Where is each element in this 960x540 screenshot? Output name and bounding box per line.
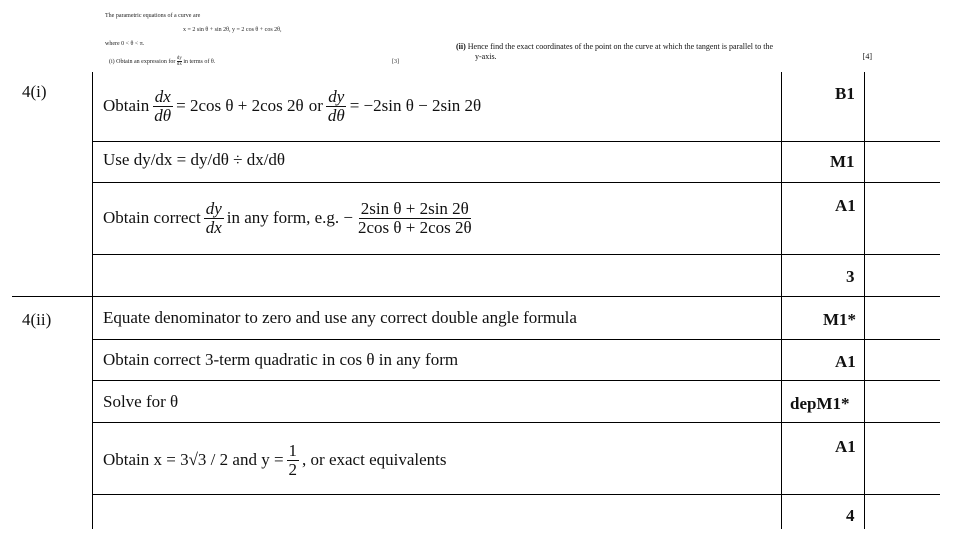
- section-divider: [12, 296, 940, 297]
- answer-text: Obtain x = 3√3 / 2 and y =: [103, 450, 284, 469]
- part-ii-text2: y-axis.: [475, 52, 497, 61]
- row-divider: [92, 182, 940, 183]
- fraction-den: dθ: [154, 105, 172, 125]
- answer-text: = −2sin θ − 2sin 2θ: [349, 96, 482, 115]
- row-divider: [92, 339, 940, 340]
- fraction-den: 2: [288, 459, 298, 479]
- mark-m1: M1: [830, 152, 855, 171]
- answer-row-4: Equate denominator to zero and use any correct double angle formula: [103, 308, 577, 327]
- dy-dtheta-fraction: [326, 88, 347, 125]
- row-divider: [92, 254, 940, 255]
- part-ii-prefix: (ii): [456, 42, 466, 51]
- answer-text: Obtain: [103, 96, 150, 115]
- part-i-text: Obtain an expression for: [116, 58, 176, 65]
- dx-dtheta-fraction: [152, 88, 173, 125]
- domain-condition: where 0 < θ < π.: [105, 41, 145, 47]
- part-i-frac-den: dx: [176, 62, 182, 67]
- answer-row-5: Obtain correct 3-term quadratic in cos θ in any form: [103, 350, 459, 369]
- part-i-marks: [3]: [392, 59, 399, 65]
- question-number-4i: 4(i): [22, 82, 47, 101]
- part-i-question: [109, 56, 215, 67]
- mark-m1-star: M1*: [823, 310, 857, 329]
- answer-row-1: Use dy/dx = dy/dθ ÷ dx/dθ: [103, 150, 286, 169]
- fraction-num: dy: [205, 198, 222, 218]
- fraction-num: dy: [328, 86, 345, 106]
- answer-text: in any form, e.g. −: [226, 208, 353, 227]
- derivative-fraction: [356, 200, 474, 237]
- row-divider: [92, 380, 940, 381]
- question-intro: The parametric equations of a curve are: [105, 13, 201, 19]
- mark-b1: B1: [835, 84, 855, 103]
- mark-a1: A1: [835, 437, 856, 456]
- total-mark-4i: 3: [846, 267, 855, 286]
- row-divider: [92, 494, 940, 495]
- part-ii-question: [456, 42, 872, 62]
- question-number-4ii: 4(ii): [22, 310, 52, 329]
- part-i-frac-num: dy: [176, 56, 182, 61]
- total-mark-4ii: 4: [846, 506, 855, 525]
- answer-text: Obtain correct: [103, 208, 201, 227]
- answer-row-2: [103, 194, 477, 242]
- part-i-fraction: [177, 56, 182, 67]
- fraction-num: 2sin θ + 2sin 2θ: [360, 198, 469, 218]
- mark-a1: A1: [835, 196, 856, 215]
- answer-row-7: [103, 436, 447, 484]
- mark-a1: A1: [835, 352, 856, 371]
- part-i-suffix: in terms of θ.: [183, 58, 216, 65]
- fraction-den: 2cos θ + 2cos 2θ: [357, 217, 472, 237]
- answer-text: , or exact equivalents: [302, 450, 447, 469]
- mark-depm1-star: depM1*: [790, 394, 850, 413]
- row-divider: [92, 422, 940, 423]
- part-i-prefix: (i): [109, 58, 115, 65]
- answer-text: = 2cos θ + 2cos 2θ: [176, 96, 304, 115]
- fraction-den: dθ: [327, 105, 345, 125]
- dy-dx-fraction: [204, 200, 224, 237]
- answer-row-6: Solve for θ: [103, 392, 179, 411]
- part-ii-marks: [4]: [862, 52, 872, 61]
- fraction-den: dx: [205, 217, 222, 237]
- fraction-num: 1: [288, 440, 298, 460]
- fraction-num: dx: [154, 86, 171, 106]
- row-divider: [92, 141, 940, 142]
- parametric-equations: x = 2 sin θ + sin 2θ, y = 2 cos θ + cos 2θ,: [183, 27, 282, 33]
- half-fraction: [287, 442, 300, 479]
- answer-row-0: [103, 82, 481, 130]
- part-ii-text: Hence find the exact coordinates of the point on the curve at which the tangent is parallel to the: [467, 42, 774, 51]
- answer-text: or: [308, 96, 323, 115]
